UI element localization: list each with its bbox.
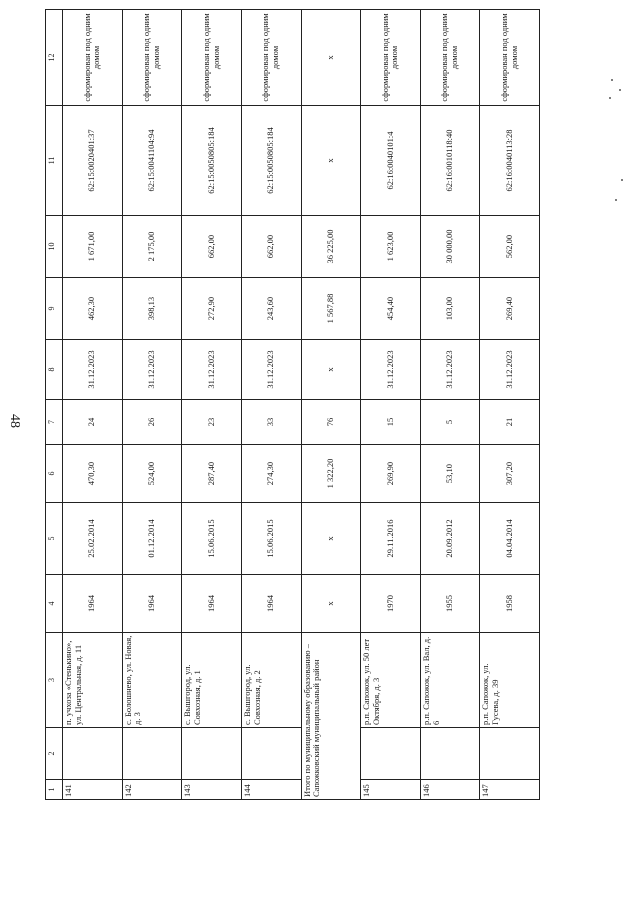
table-row: [241, 10, 301, 800]
date-cell: 20.09.2012: [420, 503, 480, 575]
col2-cell: [361, 728, 421, 780]
row-number: 146: [420, 780, 480, 800]
page-number: 48: [7, 414, 22, 428]
date-cell: 15.06.2015: [241, 503, 301, 575]
cadastral-number-cell: 62:15:0050805:184: [182, 106, 242, 216]
rotated-table-wrapper: [45, 10, 540, 800]
column-number-11: 11: [46, 106, 63, 216]
residents-cell: 23: [182, 400, 242, 445]
total-date1: x: [301, 503, 361, 575]
table-row: [182, 10, 242, 800]
row-number: 143: [182, 780, 242, 800]
col2-cell: [122, 728, 182, 780]
total-date2: x: [301, 340, 361, 400]
column-number-3: 3: [46, 633, 63, 728]
total-label: Итого по муниципальному образованию – Сапожковский муниципальный район: [301, 633, 361, 800]
column-number-4: 4: [46, 575, 63, 633]
value9-cell: 243,60: [241, 278, 301, 340]
total-cad: x: [301, 106, 361, 216]
area-cell: 53,10: [420, 445, 480, 503]
total-year: x: [301, 575, 361, 633]
address-cell: с. Вышгород, ул. Совхозная, д. 1: [182, 633, 242, 728]
address-cell: с. Вышгород, ул. Совхозная, д. 2: [241, 633, 301, 728]
deadline-cell: 31.12.2023: [480, 340, 540, 400]
col2-cell: [182, 728, 242, 780]
cadastral-number-cell: 62:16:0040101:4: [361, 106, 421, 216]
cadastral-number-cell: 62:15:0041104:94: [122, 106, 182, 216]
column-number-2: 2: [46, 728, 63, 780]
cadastral-number-cell: 62:15:0050805:184: [241, 106, 301, 216]
residents-cell: 33: [241, 400, 301, 445]
column-number-9: 9: [46, 278, 63, 340]
col2-cell: [241, 728, 301, 780]
column-number-7: 7: [46, 400, 63, 445]
value9-cell: 272,90: [182, 278, 242, 340]
value10-cell: 1 623,00: [361, 216, 421, 278]
date-cell: 25.02.2014: [63, 503, 123, 575]
total-area: 1 322,20: [301, 445, 361, 503]
year-cell: 1955: [420, 575, 480, 633]
value10-cell: 30 000,00: [420, 216, 480, 278]
area-cell: 269,90: [361, 445, 421, 503]
column-number-12: 12: [46, 10, 63, 106]
address-cell: п. учхоза «Стенькино», ул. Центральная, д. 11: [63, 633, 123, 728]
value9-cell: 103,00: [420, 278, 480, 340]
cadastral-number-cell: 62:16:0040113:28: [480, 106, 540, 216]
address-cell: р.п. Сапожок, ул. 50 лет Октября, д. 3: [361, 633, 421, 728]
area-cell: 524,00: [122, 445, 182, 503]
year-cell: 1970: [361, 575, 421, 633]
col2-cell: [420, 728, 480, 780]
residents-cell: 24: [63, 400, 123, 445]
deadline-cell: 31.12.2023: [241, 340, 301, 400]
table-row: [63, 10, 123, 800]
status-cell: сформирован под одним домом: [241, 10, 301, 106]
value10-cell: 2 175,00: [122, 216, 182, 278]
deadline-cell: 31.12.2023: [182, 340, 242, 400]
total-row: [301, 10, 361, 800]
table-row: [420, 10, 480, 800]
date-cell: 01.12.2014: [122, 503, 182, 575]
year-cell: 1964: [63, 575, 123, 633]
column-number-5: 5: [46, 503, 63, 575]
deadline-cell: 31.12.2023: [63, 340, 123, 400]
value9-cell: 454,40: [361, 278, 421, 340]
year-cell: 1964: [241, 575, 301, 633]
residents-cell: 21: [480, 400, 540, 445]
value10-cell: 1 671,00: [63, 216, 123, 278]
column-number-10: 10: [46, 216, 63, 278]
status-cell: сформирован под одним домом: [420, 10, 480, 106]
status-cell: сформирован под одним домом: [480, 10, 540, 106]
registry-table: [45, 9, 540, 800]
area-cell: 307,20: [480, 445, 540, 503]
total-people: 76: [301, 400, 361, 445]
status-cell: сформирован под одним домом: [122, 10, 182, 106]
area-cell: 470,30: [63, 445, 123, 503]
status-cell: сформирован под одним домом: [361, 10, 421, 106]
residents-cell: 26: [122, 400, 182, 445]
column-number-1: 1: [46, 780, 63, 800]
col2-cell: [63, 728, 123, 780]
status-cell: сформирован под одним домом: [182, 10, 242, 106]
status-cell: сформирован под одним домом: [63, 10, 123, 106]
address-cell: с. Болошнево, ул. Новая, д. 3: [122, 633, 182, 728]
table-row: [122, 10, 182, 800]
address-cell: р.п. Сапожок, ул. Гусева, д. 39: [480, 633, 540, 728]
row-number: 147: [480, 780, 540, 800]
residents-cell: 15: [361, 400, 421, 445]
column-number-8: 8: [46, 340, 63, 400]
cadastral-number-cell: 62:15:0020401:37: [63, 106, 123, 216]
value9-cell: 398,13: [122, 278, 182, 340]
row-number: 144: [241, 780, 301, 800]
row-number: 141: [63, 780, 123, 800]
value10-cell: 662,00: [182, 216, 242, 278]
deadline-cell: 31.12.2023: [420, 340, 480, 400]
table-row: [480, 10, 540, 800]
value10-cell: 562,00: [480, 216, 540, 278]
row-number: 142: [122, 780, 182, 800]
deadline-cell: 31.12.2023: [361, 340, 421, 400]
date-cell: 15.06.2015: [182, 503, 242, 575]
value10-cell: 662,00: [241, 216, 301, 278]
area-cell: 274,30: [241, 445, 301, 503]
deadline-cell: 31.12.2023: [122, 340, 182, 400]
total-status: x: [301, 10, 361, 106]
year-cell: 1958: [480, 575, 540, 633]
row-number: 145: [361, 780, 421, 800]
total-v9: 1 567,88: [301, 278, 361, 340]
area-cell: 287,40: [182, 445, 242, 503]
table-row: [361, 10, 421, 800]
date-cell: 04.04.2014: [480, 503, 540, 575]
column-number-row: [46, 10, 63, 800]
total-v10: 36 225,00: [301, 216, 361, 278]
cadastral-number-cell: 62:16:0010118:40: [420, 106, 480, 216]
scan-noise-icon: [602, 60, 632, 220]
value9-cell: 269,40: [480, 278, 540, 340]
year-cell: 1964: [122, 575, 182, 633]
residents-cell: 5: [420, 400, 480, 445]
address-cell: р.п. Сапожок, ул. Вал, д. 6: [420, 633, 480, 728]
year-cell: 1964: [182, 575, 242, 633]
value9-cell: 462,30: [63, 278, 123, 340]
column-number-6: 6: [46, 445, 63, 503]
date-cell: 29.11.2016: [361, 503, 421, 575]
col2-cell: [480, 728, 540, 780]
